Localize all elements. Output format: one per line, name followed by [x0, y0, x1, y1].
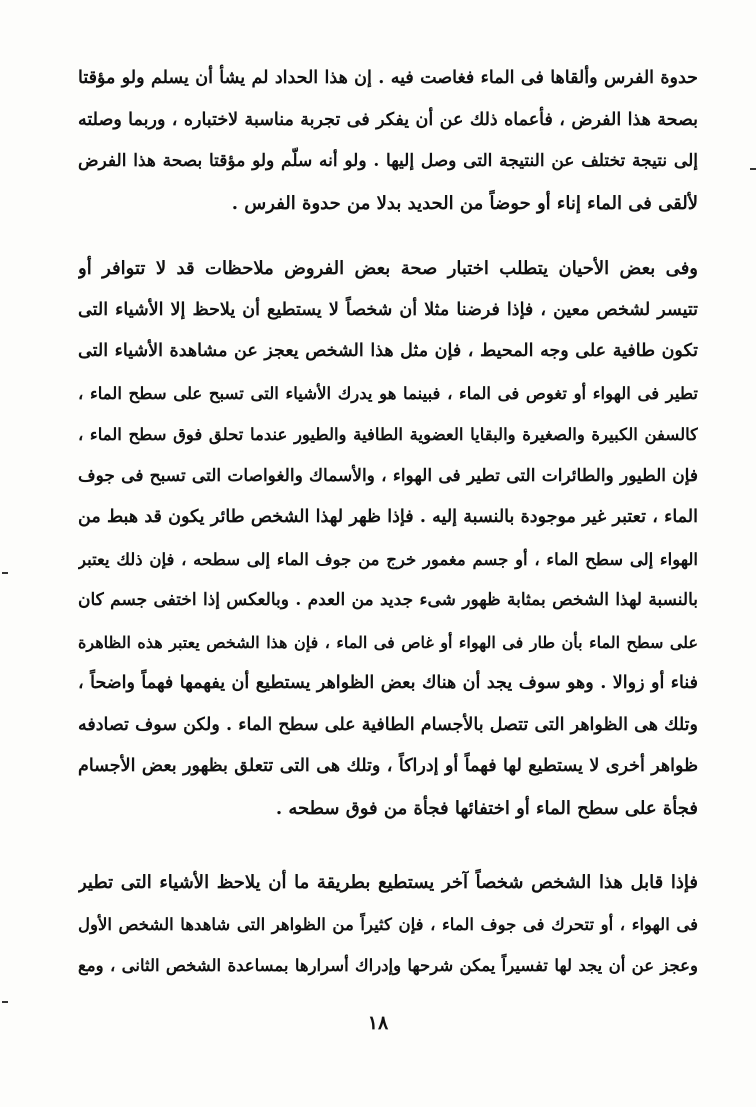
- paragraph-line: فى الهواء ، أو تتحرك فى جوف الماء ، فإن كثيراً من الظواهر التى شاهدها الشخص الأول: [78, 914, 698, 934]
- paragraph-line: بالنسبة لهذا الشخص بمثابة ظهور شىء جديد من العدم . وبالعكس إذا اختفى جسم كان: [78, 590, 698, 610]
- paragraph-2: [78, 248, 698, 829]
- paragraph-line: تكون طافية على وجه المحيط ، فإن مثل هذا الشخص يعجز عن مشاهدة الأشياء التى: [78, 341, 698, 361]
- paragraph-line: تتيسر لشخص معين ، فإذا فرضنا مثلا أن شخصاً لا يستطيع أن يلاحظ إلا الأشياء التى: [78, 299, 698, 320]
- paragraph-3: [78, 862, 698, 987]
- paragraph-line: وتلك هى الظواهر التى تتصل بالأجسام الطافية على سطح الماء . ولكن سوف تصادفه: [78, 714, 698, 735]
- paragraph-1: [78, 58, 698, 224]
- page-number: ١٨: [367, 1012, 389, 1034]
- paragraph-line: الهواء إلى سطح الماء ، أو جسم مغمور خرج من جوف الماء إلى سطحه ، فإن ذلك يعتبر: [78, 549, 698, 569]
- paragraph-line: تطير فى الهواء أو تغوص فى الماء ، فبينما هو يدرك الأشياء التى تسبح على سطح الماء ،: [78, 383, 698, 403]
- scan-edge-mark: [750, 168, 756, 170]
- scan-edge-mark: [2, 572, 8, 574]
- paragraph-line: وفى بعض الأحيان يتطلب اختبار صحة بعض الفروض ملاحظات قد لا تتوافر أو: [78, 258, 698, 279]
- paragraph-line: على سطح الماء بأن طار فى الهواء أو غاص فى الماء ، فإن هذا الشخص يعتبر هذه الظاهرة: [78, 632, 698, 652]
- paragraph-line: الماء ، تعتبر غير موجودة بالنسبة إليه . فإذا ظهر لهذا الشخص طائر يكون قد هبط من: [78, 507, 698, 527]
- paragraph-line: فإذا قابل هذا الشخص شخصاً آخر يستطيع بطريقة ما أن يلاحظ الأشياء التى تطير: [78, 872, 698, 893]
- paragraph-line: حدوة الفرس وألقاها فى الماء فغاصت فيه . إن هذا الحداد لم يشأ أن يسلم ولو مؤقتا: [78, 68, 698, 88]
- paragraph-line: فجأة على سطح الماء أو اختفائها فجأة من فوق سطحه .: [275, 797, 698, 819]
- paragraph-line: فإن الطيور والطائرات التى تطير فى الهواء ، والأسماك والغواصات التى تسبح فى جوف: [78, 465, 698, 486]
- paragraph-line: وعجز عن أن يجد لها تفسيراً يمكن شرحها وإدراك أسرارها بمساعدة الشخص الثانى ، ومع: [78, 956, 698, 975]
- paragraph-line: كالسفن الكبيرة والصغيرة والبقايا العضوية الطافية والطيور عندما تحلق فوق سطح الماء ،: [78, 425, 698, 444]
- scan-edge-mark: [2, 1001, 8, 1003]
- paragraph-line: لألقى فى الماء إناء أو حوضاً من الحديد بدلا من حدوة الفرس .: [231, 192, 698, 214]
- paragraph-line: إلى نتيجة تختلف عن النتيجة التى وصل إليها . ولو أنه سلّم ولو مؤقتا بصحة هذا الفرض: [78, 151, 698, 171]
- paragraph-line: ظواهر أخرى لا يستطيع لها فهماً أو إدراكاً ، وتلك هى التى تتعلق بظهور بعض الأجسام: [78, 756, 698, 776]
- paragraph-line: بصحة هذا الفرض ، فأعماه ذلك عن أن يفكر فى تجربة مناسبة لاختباره ، وربما وصلته: [78, 109, 698, 130]
- paragraph-line: فناء أو زوالا . وهو سوف يجد أن هناك بعض الظواهر يستطيع أن يفهمها فهماً واضحاً ،: [78, 673, 698, 693]
